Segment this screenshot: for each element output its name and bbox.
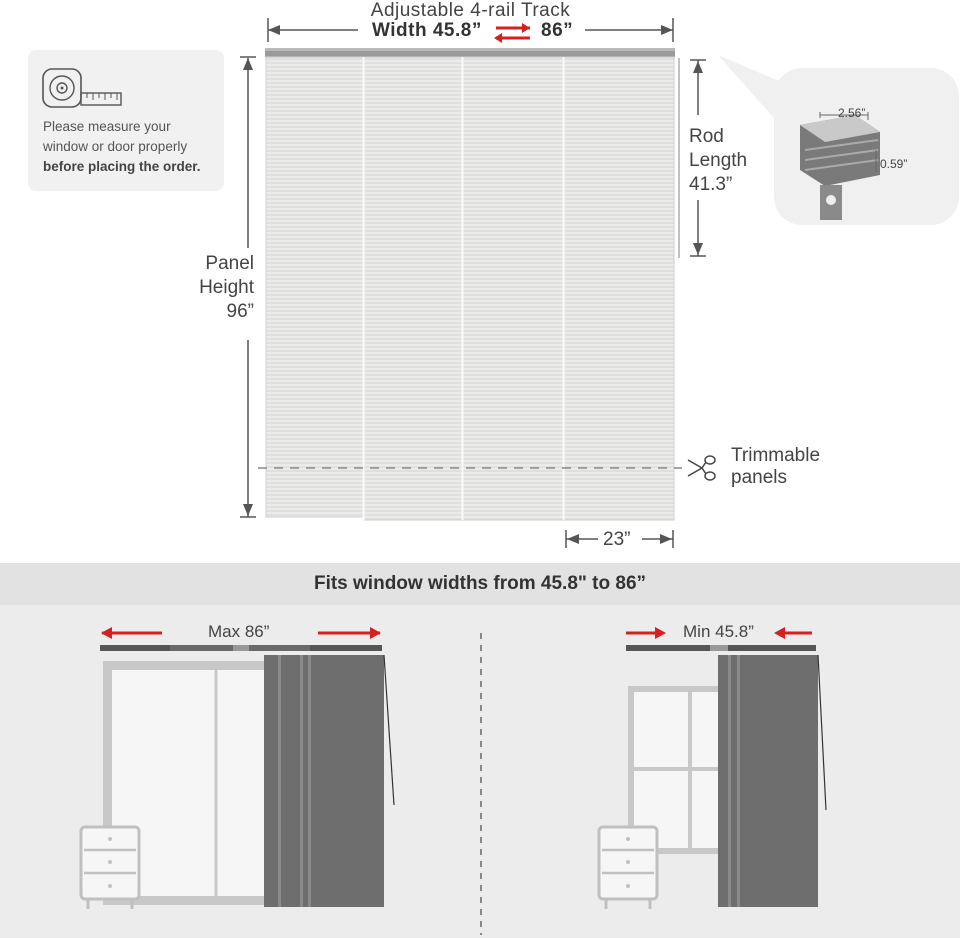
- adjust-arrows-icon: [494, 23, 530, 43]
- min-width-label: Min 45.8”: [683, 622, 754, 641]
- max-width-label: Max 86”: [208, 622, 270, 641]
- panel-4: [564, 57, 674, 520]
- min-illustration: [599, 627, 826, 909]
- panels: [266, 57, 674, 520]
- fits-title: Fits window widths from 45.8" to 86”: [313, 573, 647, 594]
- panel-2: [364, 57, 462, 520]
- width-max-label: 86”: [541, 20, 574, 41]
- track-title: Adjustable 4-rail Track: [370, 0, 571, 21]
- fit-illustrations: [0, 605, 960, 938]
- width-min-label: Width 45.8”: [372, 20, 482, 41]
- measure-notice: [28, 50, 224, 191]
- panel-1: [266, 57, 363, 517]
- rail-detail: [774, 68, 959, 225]
- panel-3: [463, 57, 563, 520]
- width-dimension: [268, 18, 673, 42]
- notice-line-2: window or door properly: [43, 139, 188, 154]
- rod-length-label: Rod Length 41.3”: [689, 126, 748, 195]
- notice-line-1: Please measure your: [43, 119, 171, 134]
- trimmable-label: Trimmable panels: [731, 445, 821, 488]
- rail-height-label: 0.59”: [880, 157, 908, 171]
- panel-height-label: Panel Height 96”: [199, 253, 254, 322]
- max-illustration: [81, 627, 394, 909]
- notice-line-3: before placing the order.: [43, 159, 201, 174]
- tape-measure-icon: [42, 67, 124, 113]
- scissors-icon: [688, 456, 715, 480]
- rail-width-label: 2.56”: [838, 106, 866, 120]
- panel-width-label: 23”: [603, 529, 631, 550]
